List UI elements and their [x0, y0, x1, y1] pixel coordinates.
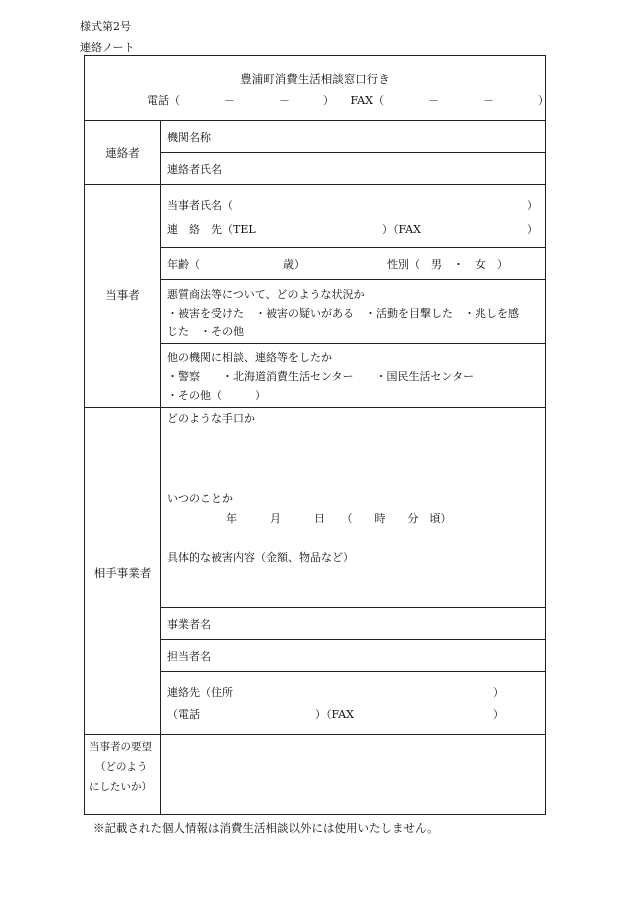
when-date-fields[interactable]: 年 月 日 （ 時 分 頃） — [226, 512, 452, 525]
situation-options[interactable]: ・被害を受けた ・被害の疑いがある ・活動を目撃した ・兆しを感 — [167, 307, 519, 320]
divider — [85, 120, 545, 121]
window-phone-fax: 電話（ － － ） FAX（ － － ） — [147, 94, 549, 107]
request-label-line3: にしたいか） — [89, 781, 152, 793]
party-name-close: ） — [527, 199, 538, 212]
business-label: 相手事業者 — [93, 566, 152, 580]
org-name-field[interactable]: 機関名称 — [167, 131, 211, 144]
form-title: 連絡ノート — [80, 41, 135, 54]
situation-options-cont[interactable]: じた ・その他 — [167, 325, 244, 338]
contact-label: 連絡者 — [105, 146, 140, 160]
request-label: 当事者の要望 — [89, 741, 152, 753]
divider — [160, 607, 545, 608]
gender-field[interactable]: 性別（ 男 ・ 女 ） — [387, 258, 508, 271]
age-field[interactable]: 年齢（ — [167, 258, 200, 271]
window-title: 豊浦町消費生活相談窓口行き — [240, 72, 390, 86]
party-name-field[interactable]: 当事者氏名（ — [167, 199, 233, 212]
divider — [160, 639, 545, 640]
party-fax-field[interactable]: ）（FAX — [382, 223, 421, 236]
request-label-line2: （どのよう — [95, 761, 148, 773]
other-agency-options[interactable]: ・警察 ・北海道消費生活センター ・国民生活センター — [167, 370, 475, 383]
divider — [85, 734, 545, 735]
damage-question[interactable]: 具体的な被害内容（金額、物品など） — [167, 551, 354, 564]
contact-person-field[interactable]: 連絡者氏名 — [167, 163, 222, 176]
divider — [160, 343, 545, 344]
divider — [160, 152, 545, 153]
business-address-field[interactable]: 連絡先（住所 — [167, 686, 233, 699]
divider — [160, 279, 545, 280]
when-question: いつのことか — [167, 492, 233, 505]
other-agency-other[interactable]: ・その他（ ） — [167, 389, 266, 402]
situation-question: 悪質商法等について、どのような状況か — [167, 288, 365, 301]
form-table — [84, 55, 549, 815]
phone-close: ） — [493, 708, 504, 721]
method-question[interactable]: どのような手口か — [167, 412, 255, 425]
address-close: ） — [493, 686, 504, 699]
divider — [85, 407, 545, 408]
business-name-field[interactable]: 事業者名 — [167, 618, 211, 631]
privacy-footnote: ※記載された個人情報は消費生活相談以外には使用いたしません。 — [93, 821, 439, 835]
age-unit: 歳） — [283, 258, 305, 271]
party-label: 当事者 — [105, 288, 140, 302]
request-field[interactable] — [163, 738, 541, 810]
divider — [85, 184, 545, 185]
divider — [160, 247, 545, 248]
form-code: 様式第2号 — [80, 20, 131, 33]
business-fax-field[interactable]: ）（FAX — [315, 708, 354, 721]
business-phone-field[interactable]: （電話 — [167, 708, 200, 721]
column-divider — [160, 120, 161, 814]
representative-field[interactable]: 担当者名 — [167, 650, 211, 663]
divider — [160, 671, 545, 672]
party-tel-field[interactable]: 連 絡 先（TEL — [167, 223, 256, 236]
other-agency-question: 他の機関に相談、連絡等をしたか — [167, 351, 332, 364]
party-contact-close: ） — [527, 223, 538, 236]
